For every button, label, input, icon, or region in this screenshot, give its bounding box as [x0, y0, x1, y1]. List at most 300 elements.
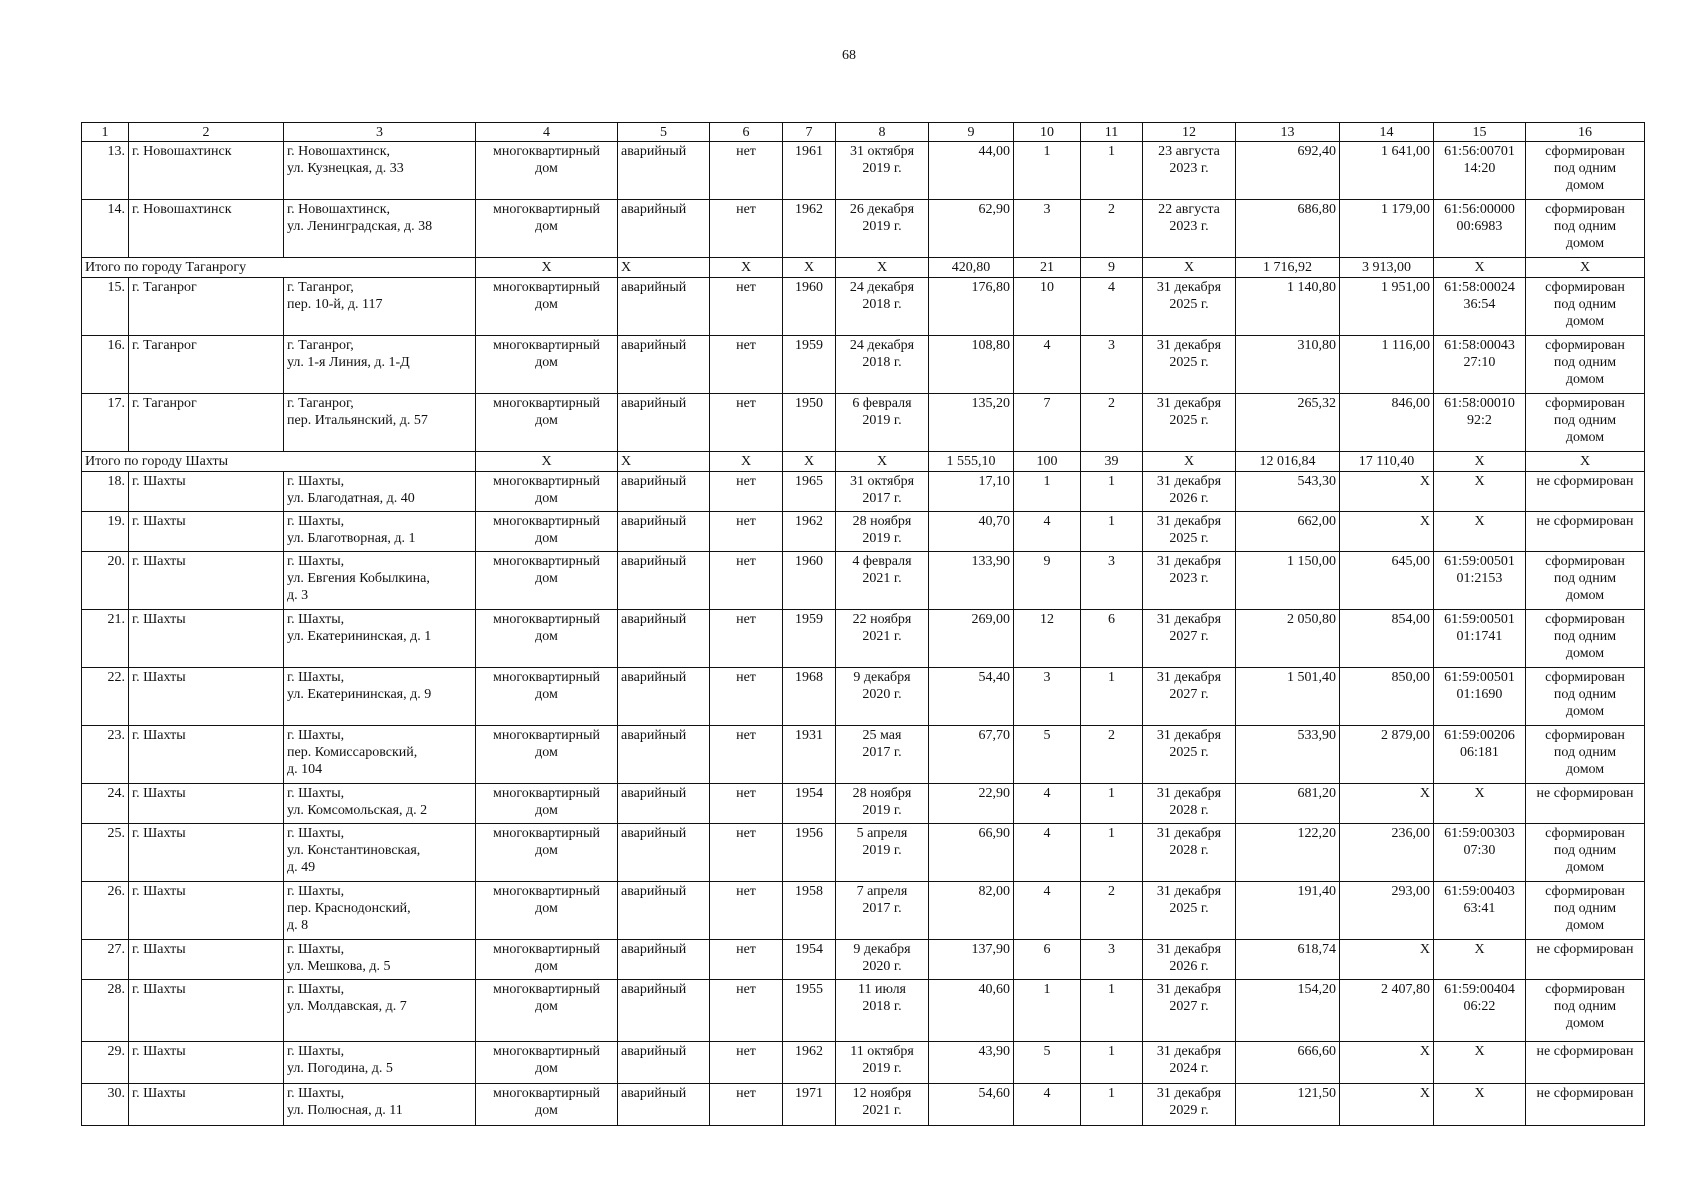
cell-building-type: многоквартирный дом [476, 784, 618, 824]
table-row [82, 980, 1645, 1042]
cell-residents: 7 [1014, 394, 1081, 452]
total-area-total: 1 716,92 [1236, 258, 1340, 278]
cell-row-number: 30. [82, 1084, 129, 1126]
cell-relocated-flag: нет [710, 668, 783, 726]
cell-condition: аварийный [618, 472, 710, 512]
cell-relocated-flag: нет [710, 882, 783, 940]
cell-residents: 1 [1014, 142, 1081, 200]
cell-area: 82,00 [929, 882, 1014, 940]
cell-cadastral-number: 61:59:00403 63:41 [1434, 882, 1526, 940]
cell-area: 66,90 [929, 824, 1014, 882]
table-row [82, 512, 1645, 552]
cell-address: г. Новошахтинск, ул. Ленинградская, д. 38 [284, 200, 476, 258]
cell-premises: 3 [1081, 336, 1143, 394]
column-number-row [82, 123, 1645, 142]
cell-area-total: 1 140,80 [1236, 278, 1340, 336]
cell-recognition-date: 11 июля 2018 г. [836, 980, 929, 1042]
cell-address: г. Шахты, ул. Мешкова, д. 5 [284, 940, 476, 980]
cell-residents: 4 [1014, 882, 1081, 940]
cell-premises: 1 [1081, 980, 1143, 1042]
table-row [82, 882, 1645, 940]
cell-land-area: 2 407,80 [1340, 980, 1434, 1042]
cell-building-type: многоквартирный дом [476, 394, 618, 452]
table-row [82, 142, 1645, 200]
total-residents: 21 [1014, 258, 1081, 278]
cell-building-type: многоквартирный дом [476, 278, 618, 336]
cell-area-total: 191,40 [1236, 882, 1340, 940]
cell-premises: 2 [1081, 200, 1143, 258]
cell-municipality: г. Шахты [129, 668, 284, 726]
cell-recognition-date: 24 декабря 2018 г. [836, 336, 929, 394]
total-residents: 100 [1014, 452, 1081, 472]
cell-land-status: сформирован под одним домом [1526, 394, 1645, 452]
cell-cadastral-number: X [1434, 784, 1526, 824]
cell-built-year: 1962 [783, 512, 836, 552]
cell-area-total: 265,32 [1236, 394, 1340, 452]
total-condition: X [618, 452, 710, 472]
cell-cadastral-number: X [1434, 940, 1526, 980]
cell-residents: 5 [1014, 1042, 1081, 1084]
cell-residents: 4 [1014, 824, 1081, 882]
table-row [82, 824, 1645, 882]
cell-planned-date: 23 августа 2023 г. [1143, 142, 1236, 200]
total-area: 420,80 [929, 258, 1014, 278]
column-number-5: 5 [618, 123, 710, 142]
cell-cadastral-number: 61:58:00043 27:10 [1434, 336, 1526, 394]
cell-relocated-flag: нет [710, 1084, 783, 1126]
column-number-13: 13 [1236, 123, 1340, 142]
cell-address: г. Шахты, ул. Екатерининская, д. 1 [284, 610, 476, 668]
cell-recognition-date: 4 февраля 2021 г. [836, 552, 929, 610]
cell-land-area: 236,00 [1340, 824, 1434, 882]
cell-premises: 3 [1081, 552, 1143, 610]
cell-planned-date: 31 декабря 2025 г. [1143, 336, 1236, 394]
cell-address: г. Шахты, пер. Комиссаровский, д. 104 [284, 726, 476, 784]
cell-built-year: 1958 [783, 882, 836, 940]
cell-land-area: X [1340, 940, 1434, 980]
column-number-15: 15 [1434, 123, 1526, 142]
cell-municipality: г. Шахты [129, 940, 284, 980]
table-row [82, 940, 1645, 980]
cell-residents: 1 [1014, 980, 1081, 1042]
cell-premises: 3 [1081, 940, 1143, 980]
cell-land-status: не сформирован [1526, 472, 1645, 512]
cell-land-status: не сформирован [1526, 1084, 1645, 1126]
cell-recognition-date: 25 мая 2017 г. [836, 726, 929, 784]
cell-recognition-date: 31 октября 2019 г. [836, 142, 929, 200]
cell-area: 62,90 [929, 200, 1014, 258]
cell-planned-date: 22 августа 2023 г. [1143, 200, 1236, 258]
cell-land-status: не сформирован [1526, 784, 1645, 824]
cell-planned-date: 31 декабря 2026 г. [1143, 472, 1236, 512]
total-land-status: X [1526, 452, 1645, 472]
cell-premises: 1 [1081, 142, 1143, 200]
cell-premises: 1 [1081, 472, 1143, 512]
cell-premises: 2 [1081, 726, 1143, 784]
cell-premises: 6 [1081, 610, 1143, 668]
cell-premises: 1 [1081, 1042, 1143, 1084]
cell-building-type: многоквартирный дом [476, 668, 618, 726]
cell-building-type: многоквартирный дом [476, 336, 618, 394]
cell-built-year: 1931 [783, 726, 836, 784]
cell-cadastral-number: 61:59:00206 06:181 [1434, 726, 1526, 784]
total-recognition-date: X [836, 452, 929, 472]
table-row [82, 784, 1645, 824]
cell-recognition-date: 28 ноября 2019 г. [836, 784, 929, 824]
total-land-area: 17 110,40 [1340, 452, 1434, 472]
cell-premises: 2 [1081, 882, 1143, 940]
cell-area: 40,70 [929, 512, 1014, 552]
cell-recognition-date: 5 апреля 2019 г. [836, 824, 929, 882]
cell-row-number: 24. [82, 784, 129, 824]
cell-condition: аварийный [618, 552, 710, 610]
cell-premises: 2 [1081, 394, 1143, 452]
cell-area: 22,90 [929, 784, 1014, 824]
cell-relocated-flag: нет [710, 278, 783, 336]
cell-area: 44,00 [929, 142, 1014, 200]
cell-building-type: многоквартирный дом [476, 726, 618, 784]
cell-relocated-flag: нет [710, 512, 783, 552]
cell-address: г. Шахты, ул. Комсомольская, д. 2 [284, 784, 476, 824]
cell-condition: аварийный [618, 278, 710, 336]
cell-row-number: 23. [82, 726, 129, 784]
cell-condition: аварийный [618, 784, 710, 824]
cell-planned-date: 31 декабря 2025 г. [1143, 278, 1236, 336]
cell-cadastral-number: 61:59:00501 01:2153 [1434, 552, 1526, 610]
cell-building-type: многоквартирный дом [476, 940, 618, 980]
cell-land-area: X [1340, 512, 1434, 552]
cell-land-area: 1 116,00 [1340, 336, 1434, 394]
cell-recognition-date: 7 апреля 2017 г. [836, 882, 929, 940]
cell-row-number: 17. [82, 394, 129, 452]
cell-building-type: многоквартирный дом [476, 512, 618, 552]
cell-land-status: сформирован под одним домом [1526, 824, 1645, 882]
cell-condition: аварийный [618, 1084, 710, 1126]
cell-residents: 3 [1014, 200, 1081, 258]
column-number-4: 4 [476, 123, 618, 142]
cell-building-type: многоквартирный дом [476, 200, 618, 258]
cell-row-number: 18. [82, 472, 129, 512]
cell-address: г. Шахты, ул. Полюсная, д. 11 [284, 1084, 476, 1126]
cell-area-total: 533,90 [1236, 726, 1340, 784]
cell-municipality: г. Шахты [129, 1042, 284, 1084]
cell-municipality: г. Таганрог [129, 394, 284, 452]
cell-municipality: г. Шахты [129, 784, 284, 824]
cell-cadastral-number: X [1434, 472, 1526, 512]
cell-residents: 12 [1014, 610, 1081, 668]
cell-cadastral-number: 61:59:00501 01:1741 [1434, 610, 1526, 668]
cell-relocated-flag: нет [710, 980, 783, 1042]
cell-land-status: сформирован под одним домом [1526, 200, 1645, 258]
cell-address: г. Шахты, ул. Евгения Кобылкина, д. 3 [284, 552, 476, 610]
cell-cadastral-number: X [1434, 1084, 1526, 1126]
cell-planned-date: 31 декабря 2025 г. [1143, 882, 1236, 940]
total-planned-date: X [1143, 258, 1236, 278]
total-recognition-date: X [836, 258, 929, 278]
cell-recognition-date: 6 февраля 2019 г. [836, 394, 929, 452]
cell-row-number: 19. [82, 512, 129, 552]
cell-cadastral-number: 61:56:00701 14:20 [1434, 142, 1526, 200]
cell-condition: аварийный [618, 1042, 710, 1084]
cell-condition: аварийный [618, 940, 710, 980]
cell-area-total: 121,50 [1236, 1084, 1340, 1126]
cell-cadastral-number: 61:59:00303 07:30 [1434, 824, 1526, 882]
cell-area: 54,60 [929, 1084, 1014, 1126]
column-number-6: 6 [710, 123, 783, 142]
cell-cadastral-number: 61:58:00024 36:54 [1434, 278, 1526, 336]
cell-condition: аварийный [618, 668, 710, 726]
table-body [82, 123, 1645, 1126]
cell-residents: 9 [1014, 552, 1081, 610]
page-number: 68 [842, 48, 856, 63]
housing-register-table [81, 122, 1645, 1126]
cell-premises: 1 [1081, 824, 1143, 882]
cell-area-total: 692,40 [1236, 142, 1340, 200]
cell-condition: аварийный [618, 336, 710, 394]
cell-recognition-date: 11 октября 2019 г. [836, 1042, 929, 1084]
cell-built-year: 1960 [783, 552, 836, 610]
cell-planned-date: 31 декабря 2026 г. [1143, 940, 1236, 980]
cell-relocated-flag: нет [710, 394, 783, 452]
cell-municipality: г. Шахты [129, 552, 284, 610]
column-number-10: 10 [1014, 123, 1081, 142]
cell-land-area: X [1340, 1042, 1434, 1084]
column-number-1: 1 [82, 123, 129, 142]
cell-row-number: 15. [82, 278, 129, 336]
cell-condition: аварийный [618, 882, 710, 940]
cell-cadastral-number: 61:59:00501 01:1690 [1434, 668, 1526, 726]
cell-address: г. Таганрог, пер. Итальянский, д. 57 [284, 394, 476, 452]
cell-municipality: г. Шахты [129, 1084, 284, 1126]
cell-row-number: 26. [82, 882, 129, 940]
cell-planned-date: 31 декабря 2028 г. [1143, 784, 1236, 824]
total-planned-date: X [1143, 452, 1236, 472]
total-built-year: X [783, 452, 836, 472]
cell-building-type: многоквартирный дом [476, 824, 618, 882]
cell-relocated-flag: нет [710, 824, 783, 882]
column-number-11: 11 [1081, 123, 1143, 142]
cell-recognition-date: 9 декабря 2020 г. [836, 940, 929, 980]
cell-land-area: 1 951,00 [1340, 278, 1434, 336]
cell-area-total: 154,20 [1236, 980, 1340, 1042]
cell-planned-date: 31 декабря 2025 г. [1143, 394, 1236, 452]
cell-land-area: X [1340, 1084, 1434, 1126]
cell-row-number: 27. [82, 940, 129, 980]
cell-municipality: г. Новошахтинск [129, 200, 284, 258]
cell-built-year: 1971 [783, 1084, 836, 1126]
cell-row-number: 22. [82, 668, 129, 726]
cell-building-type: многоквартирный дом [476, 142, 618, 200]
cell-recognition-date: 9 декабря 2020 г. [836, 668, 929, 726]
cell-residents: 6 [1014, 940, 1081, 980]
cell-municipality: г. Таганрог [129, 278, 284, 336]
cell-address: г. Шахты, ул. Погодина, д. 5 [284, 1042, 476, 1084]
cell-municipality: г. Шахты [129, 882, 284, 940]
cell-built-year: 1965 [783, 472, 836, 512]
cell-built-year: 1950 [783, 394, 836, 452]
column-number-8: 8 [836, 123, 929, 142]
cell-planned-date: 31 декабря 2024 г. [1143, 1042, 1236, 1084]
cell-built-year: 1956 [783, 824, 836, 882]
cell-cadastral-number: 61:59:00404 06:22 [1434, 980, 1526, 1042]
cell-premises: 1 [1081, 1084, 1143, 1126]
cell-area-total: 543,30 [1236, 472, 1340, 512]
total-land-status: X [1526, 258, 1645, 278]
cell-planned-date: 31 декабря 2028 г. [1143, 824, 1236, 882]
table-row [82, 394, 1645, 452]
cell-address: г. Шахты, ул. Благотворная, д. 1 [284, 512, 476, 552]
cell-land-status: не сформирован [1526, 1042, 1645, 1084]
cell-land-status: сформирован под одним домом [1526, 668, 1645, 726]
cell-address: г. Шахты, пер. Краснодонский, д. 8 [284, 882, 476, 940]
cell-building-type: многоквартирный дом [476, 1084, 618, 1126]
cell-area: 176,80 [929, 278, 1014, 336]
cell-built-year: 1959 [783, 610, 836, 668]
cell-condition: аварийный [618, 824, 710, 882]
cell-area: 54,40 [929, 668, 1014, 726]
cell-relocated-flag: нет [710, 472, 783, 512]
cell-land-area: 854,00 [1340, 610, 1434, 668]
total-area: 1 555,10 [929, 452, 1014, 472]
cell-municipality: г. Шахты [129, 980, 284, 1042]
cell-cadastral-number: X [1434, 1042, 1526, 1084]
cell-row-number: 28. [82, 980, 129, 1042]
cell-relocated-flag: нет [710, 784, 783, 824]
cell-land-area: X [1340, 472, 1434, 512]
table-row [82, 610, 1645, 668]
cell-land-status: не сформирован [1526, 512, 1645, 552]
cell-residents: 4 [1014, 512, 1081, 552]
cell-built-year: 1954 [783, 784, 836, 824]
cell-area: 269,00 [929, 610, 1014, 668]
cell-residents: 4 [1014, 336, 1081, 394]
cell-building-type: многоквартирный дом [476, 552, 618, 610]
cell-built-year: 1959 [783, 336, 836, 394]
cell-building-type: многоквартирный дом [476, 1042, 618, 1084]
cell-planned-date: 31 декабря 2025 г. [1143, 726, 1236, 784]
cell-premises: 1 [1081, 512, 1143, 552]
cell-residents: 4 [1014, 1084, 1081, 1126]
table-row [82, 278, 1645, 336]
cell-relocated-flag: нет [710, 200, 783, 258]
column-number-3: 3 [284, 123, 476, 142]
cell-address: г. Новошахтинск, ул. Кузнецкая, д. 33 [284, 142, 476, 200]
cell-residents: 10 [1014, 278, 1081, 336]
cell-planned-date: 31 декабря 2027 г. [1143, 980, 1236, 1042]
column-number-16: 16 [1526, 123, 1645, 142]
column-number-7: 7 [783, 123, 836, 142]
total-relocated-flag: X [710, 452, 783, 472]
cell-built-year: 1968 [783, 668, 836, 726]
cell-address: г. Шахты, ул. Константиновская, д. 49 [284, 824, 476, 882]
cell-residents: 3 [1014, 668, 1081, 726]
table-row [82, 552, 1645, 610]
cell-condition: аварийный [618, 512, 710, 552]
cell-cadastral-number: 61:58:00010 92:2 [1434, 394, 1526, 452]
cell-area: 135,20 [929, 394, 1014, 452]
cell-relocated-flag: нет [710, 940, 783, 980]
cell-recognition-date: 26 декабря 2019 г. [836, 200, 929, 258]
city-total-row [82, 452, 1645, 472]
total-cadastral-number: X [1434, 452, 1526, 472]
cell-land-status: сформирован под одним домом [1526, 278, 1645, 336]
cell-building-type: многоквартирный дом [476, 882, 618, 940]
cell-premises: 1 [1081, 668, 1143, 726]
total-condition: X [618, 258, 710, 278]
cell-land-area: 2 879,00 [1340, 726, 1434, 784]
cell-land-area: 1 641,00 [1340, 142, 1434, 200]
cell-premises: 1 [1081, 784, 1143, 824]
cell-condition: аварийный [618, 394, 710, 452]
cell-relocated-flag: нет [710, 610, 783, 668]
total-land-area: 3 913,00 [1340, 258, 1434, 278]
total-premises: 39 [1081, 452, 1143, 472]
cell-built-year: 1960 [783, 278, 836, 336]
cell-built-year: 1962 [783, 200, 836, 258]
cell-area-total: 2 050,80 [1236, 610, 1340, 668]
total-built-year: X [783, 258, 836, 278]
total-area-total: 12 016,84 [1236, 452, 1340, 472]
cell-area-total: 681,20 [1236, 784, 1340, 824]
cell-address: г. Таганрог, ул. 1-я Линия, д. 1-Д [284, 336, 476, 394]
cell-planned-date: 31 декабря 2025 г. [1143, 512, 1236, 552]
cell-building-type: многоквартирный дом [476, 610, 618, 668]
cell-cadastral-number: X [1434, 512, 1526, 552]
city-total-label: Итого по городу Шахты [82, 452, 476, 472]
cell-area-total: 1 501,40 [1236, 668, 1340, 726]
cell-row-number: 21. [82, 610, 129, 668]
cell-address: г. Таганрог, пер. 10-й, д. 117 [284, 278, 476, 336]
cell-condition: аварийный [618, 610, 710, 668]
cell-address: г. Шахты, ул. Молдавская, д. 7 [284, 980, 476, 1042]
cell-planned-date: 31 декабря 2027 г. [1143, 610, 1236, 668]
cell-recognition-date: 24 декабря 2018 г. [836, 278, 929, 336]
cell-municipality: г. Шахты [129, 610, 284, 668]
cell-area: 17,10 [929, 472, 1014, 512]
cell-area: 67,70 [929, 726, 1014, 784]
cell-land-status: не сформирован [1526, 940, 1645, 980]
cell-row-number: 25. [82, 824, 129, 882]
cell-planned-date: 31 декабря 2027 г. [1143, 668, 1236, 726]
cell-area: 108,80 [929, 336, 1014, 394]
cell-municipality: г. Таганрог [129, 336, 284, 394]
cell-area: 40,60 [929, 980, 1014, 1042]
total-cadastral-number: X [1434, 258, 1526, 278]
cell-recognition-date: 22 ноября 2021 г. [836, 610, 929, 668]
cell-row-number: 20. [82, 552, 129, 610]
total-premises: 9 [1081, 258, 1143, 278]
column-number-2: 2 [129, 123, 284, 142]
cell-municipality: г. Новошахтинск [129, 142, 284, 200]
table-row [82, 1084, 1645, 1126]
cell-row-number: 13. [82, 142, 129, 200]
city-total-label: Итого по городу Таганрогу [82, 258, 476, 278]
cell-planned-date: 31 декабря 2023 г. [1143, 552, 1236, 610]
cell-building-type: многоквартирный дом [476, 472, 618, 512]
cell-land-status: сформирован под одним домом [1526, 882, 1645, 940]
cell-residents: 4 [1014, 784, 1081, 824]
cell-condition: аварийный [618, 142, 710, 200]
cell-relocated-flag: нет [710, 1042, 783, 1084]
cell-relocated-flag: нет [710, 142, 783, 200]
cell-built-year: 1955 [783, 980, 836, 1042]
cell-municipality: г. Шахты [129, 726, 284, 784]
cell-residents: 5 [1014, 726, 1081, 784]
cell-condition: аварийный [618, 726, 710, 784]
cell-area-total: 1 150,00 [1236, 552, 1340, 610]
table-row [82, 472, 1645, 512]
cell-area-total: 686,80 [1236, 200, 1340, 258]
